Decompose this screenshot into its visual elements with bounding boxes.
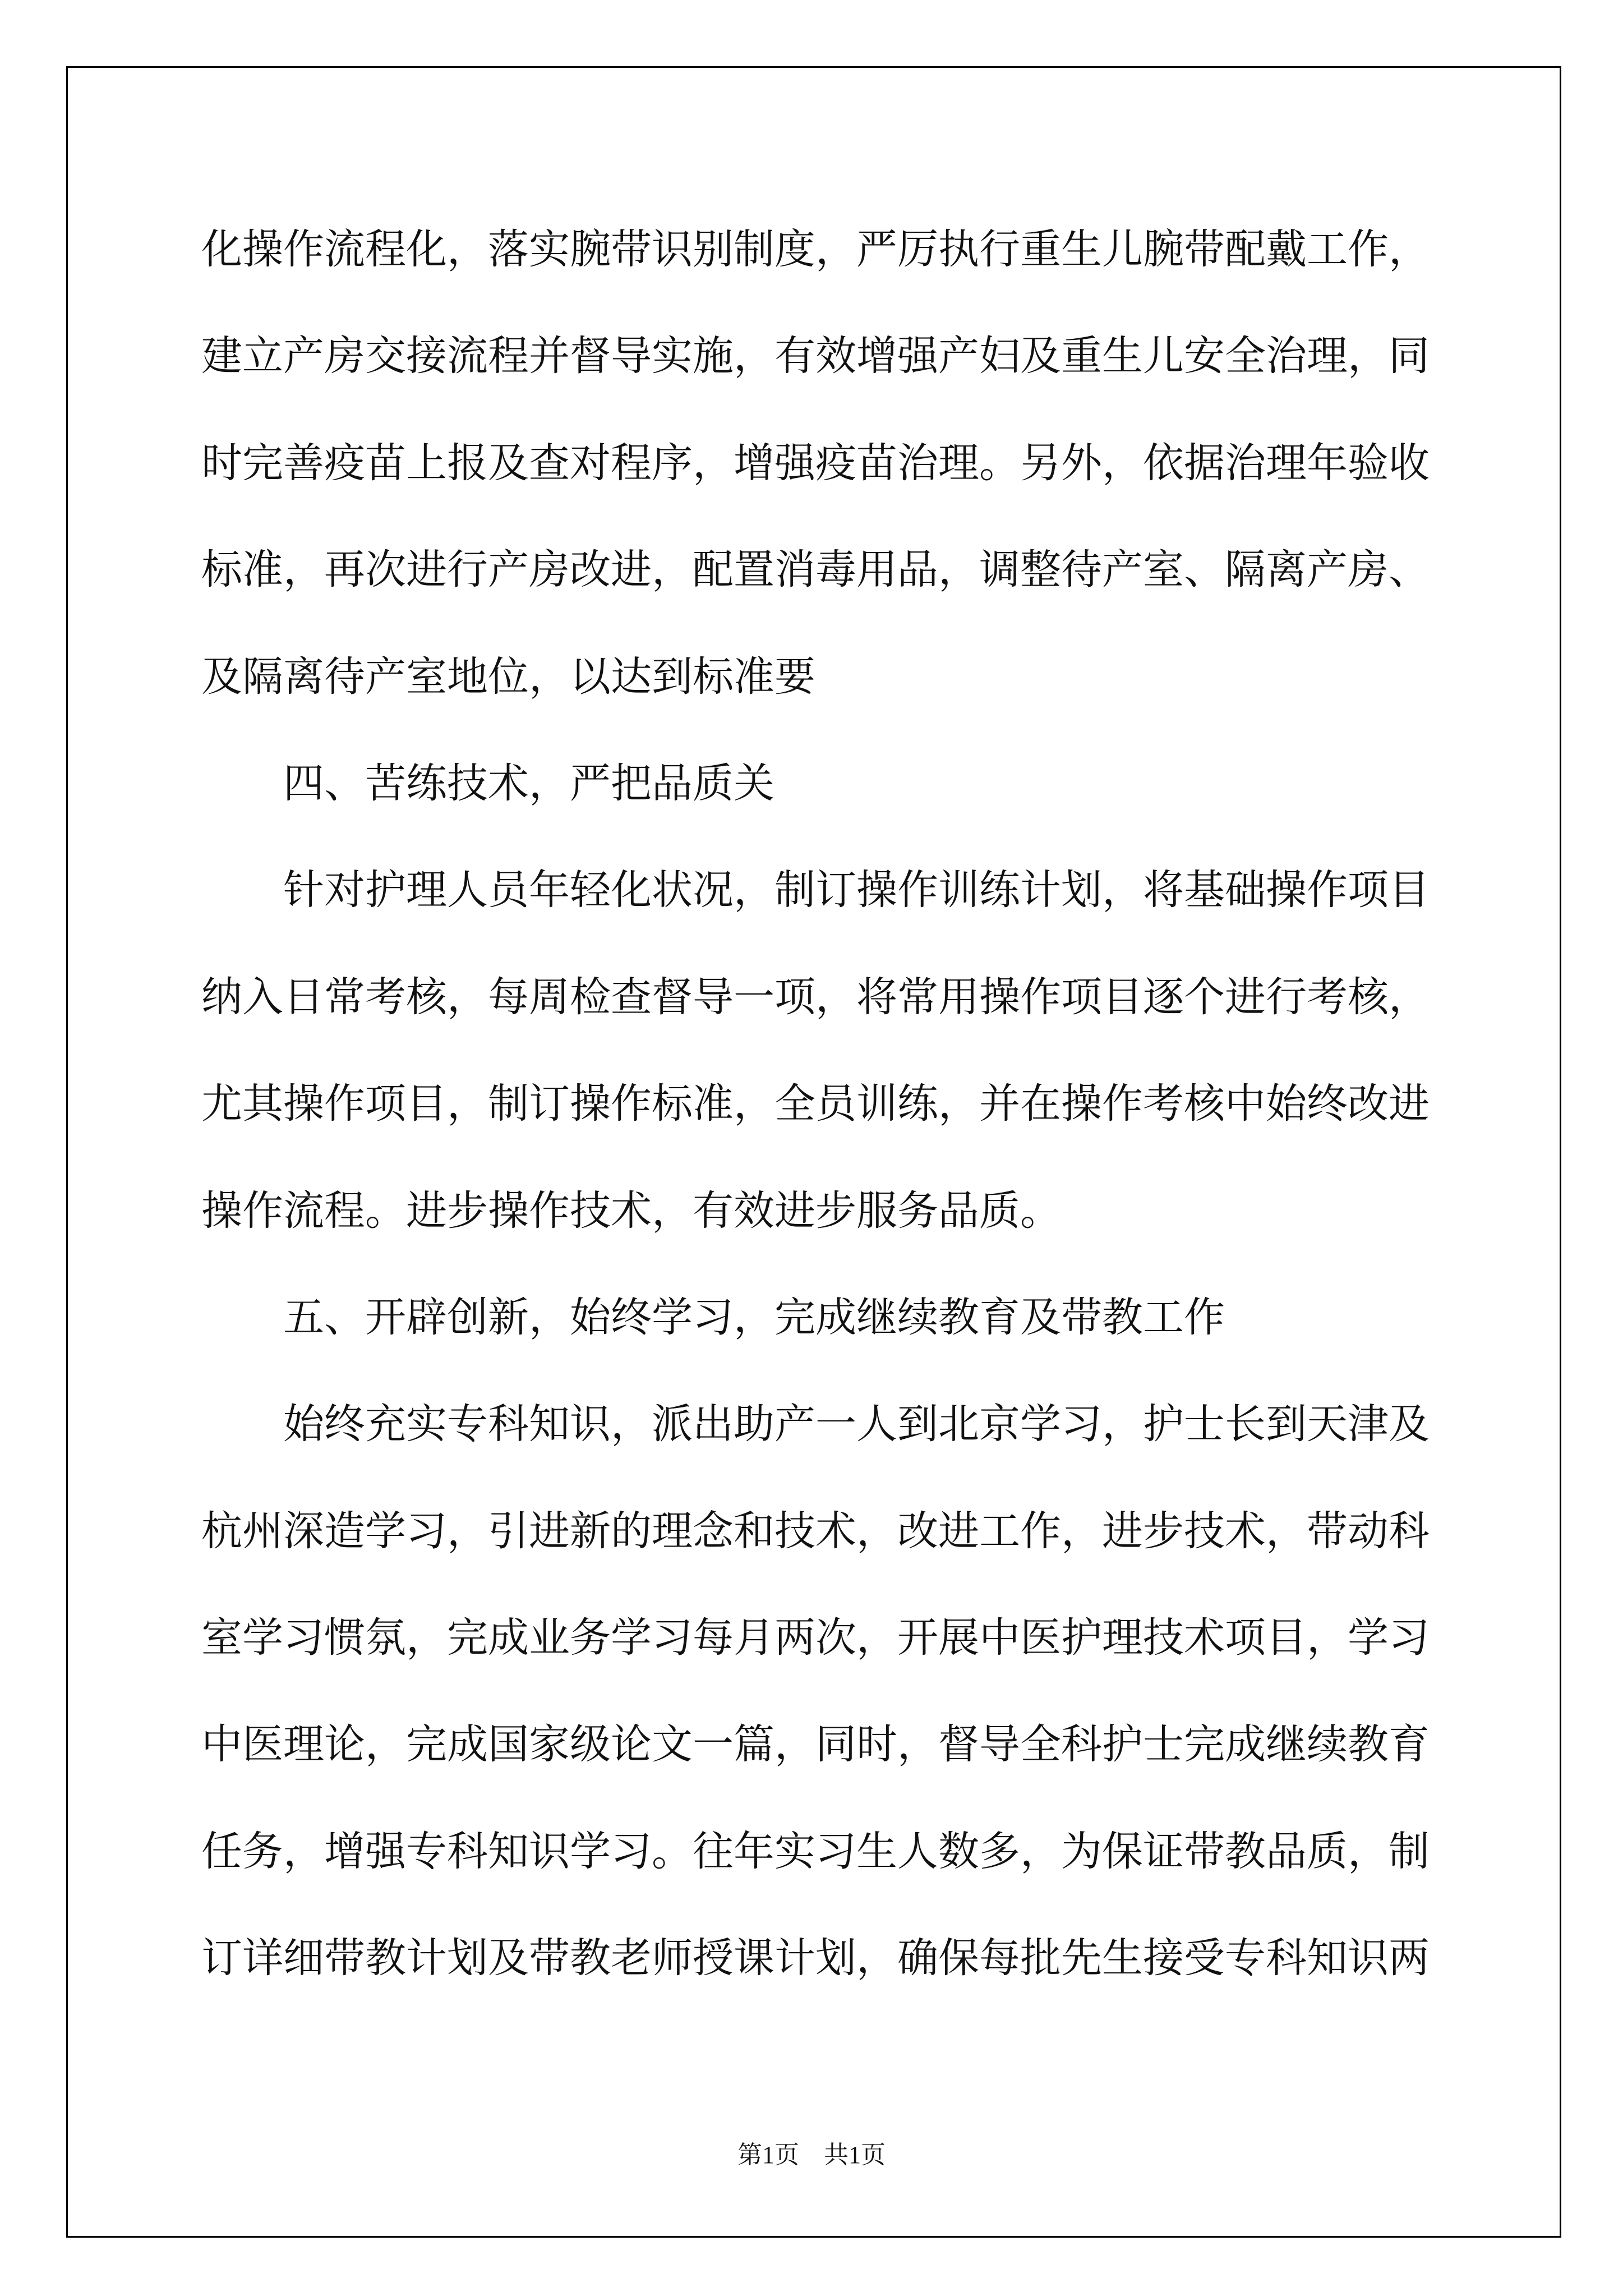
section-heading: 四、苦练技术，严把品质关 bbox=[283, 759, 774, 807]
text-line: 及隔离待产室地位，以达到标准要 bbox=[201, 652, 815, 701]
text-line: 始终充实专科知识，派出助产一人到北京学习，护士长到天津及 bbox=[283, 1400, 1430, 1448]
text-line: 化操作流程化，落实腕带识别制度，严厉执行重生儿腕带配戴工作， bbox=[201, 226, 1430, 273]
text-line: 尤其操作项目，制订操作标准，全员训练，并在操作考核中始终改进 bbox=[201, 1080, 1430, 1128]
document-body bbox=[201, 196, 1430, 2012]
text-line: 标准，再次进行产房改进，配置消毒用品，调整待产室、隔离产房、 bbox=[201, 546, 1430, 594]
text-line: 订详细带教计划及带教老师授课计划，确保每批先生接受专科知识两 bbox=[201, 1934, 1430, 1982]
text-line: 时完善疫苗上报及查对程序，增强疫苗治理。另外，依据治理年验收 bbox=[201, 439, 1430, 487]
text-line: 纳入日常考核，每周检查督导一项，将常用操作项目逐个进行考核， bbox=[201, 973, 1430, 1021]
text-line: 室学习惯氛，完成业务学习每月两次，开展中医护理技术项目，学习 bbox=[201, 1614, 1430, 1662]
section-heading: 五、开辟创新，始终学习，完成继续教育及带教工作 bbox=[283, 1293, 1225, 1341]
text-line: 任务，增强专科知识学习。往年实习生人数多，为保证带教品质，制 bbox=[201, 1827, 1430, 1875]
text-line: 操作流程。进步操作技术，有效进步服务品质。 bbox=[201, 1186, 1061, 1235]
text-line: 杭州深造学习，引进新的理念和技术，改进工作，进步技术，带动科 bbox=[201, 1507, 1430, 1555]
text-line: 中医理论，完成国家级论文一篇，同时，督导全科护士完成继续教育 bbox=[201, 1720, 1430, 1769]
page-number-footer: 第1页 共1页 bbox=[737, 2141, 886, 2169]
text-line: 建立产房交接流程并督导实施，有效增强产妇及重生儿安全治理，同 bbox=[201, 332, 1430, 380]
text-line: 针对护理人员年轻化状况，制订操作训练计划，将基础操作项目 bbox=[283, 866, 1430, 914]
